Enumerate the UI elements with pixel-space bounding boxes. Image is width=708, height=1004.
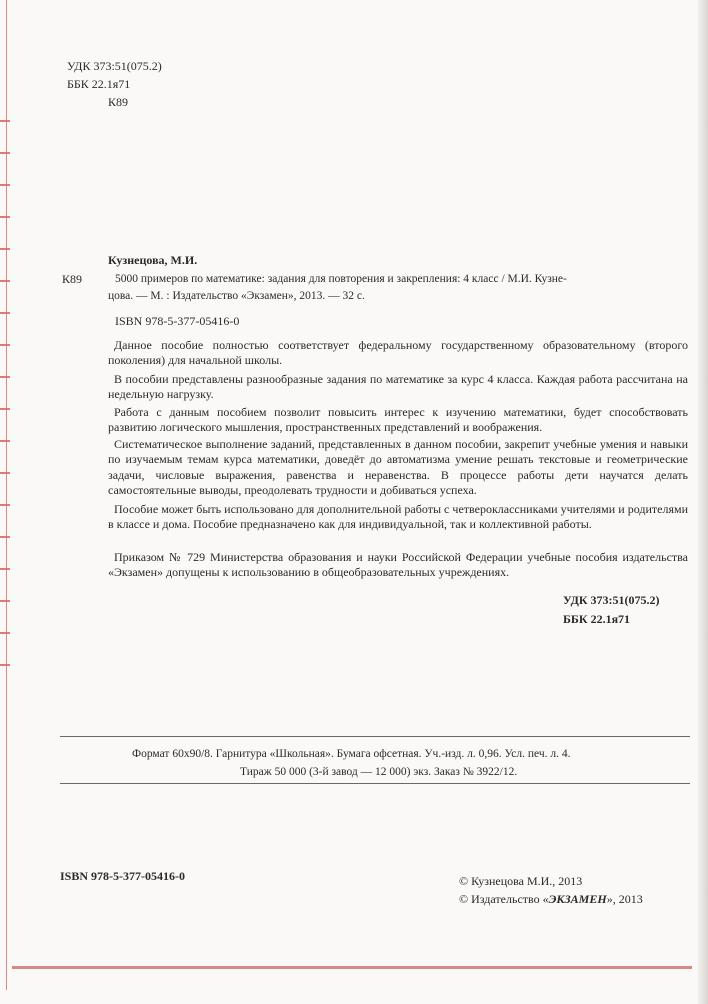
annotation-paragraph: Систематическое выполнение заданий, представленных в данном пособии, закрепит учебные умения и навыки по изучаемым темам курса математики, доведёт до автоматизма умение решать текстовые и геометрические задачи, числовые выражения, равенства и неравенства. В процессе работы дети научатся делать самостоятельные выводы, преодолевать трудности и добиваться успеха.: [108, 437, 688, 498]
catalog-line-1: 5000 примеров по математике: задания для повторения и закрепления: 4 класс / М.И. Кузне-: [115, 273, 567, 285]
annotation-paragraph: Работа с данным пособием позволит повысить интерес к изучению математики, будет способствовать развитию логического мышления, пространственных представлений и воображения.: [108, 405, 688, 435]
catalog-line-2: цова. — М. : Издательство «Экзамен», 2013. — 32 с.: [108, 290, 365, 302]
bottom-udk: УДК 373:51(075.2): [563, 593, 660, 607]
annotation-paragraph: Приказом № 729 Министерства образования и науки Российской Федерации учебные пособия издательства «Экзамен» допущены к использованию в общеобразовательных учреждениях.: [108, 550, 688, 580]
copyright-publisher: [459, 891, 643, 907]
left-margin-marks: [0, 120, 12, 720]
top-udk: УДК 373:51(075.2): [67, 59, 162, 73]
catalog-isbn: ISBN 978-5-377-05416-0: [115, 314, 240, 328]
imprint-line-2: Тираж 50 000 (3-й завод — 12 000) экз. Заказ № 3922/12.: [240, 766, 518, 778]
copyright-publisher-prefix: © Издательство «: [459, 892, 549, 906]
bottom-bbk: ББК 22.1я71: [563, 612, 631, 626]
imprint-top-rule: [60, 736, 690, 737]
copyright-author: © Кузнецова М.И., 2013: [459, 874, 583, 888]
page-edge-shadow: [698, 0, 708, 1004]
bottom-margin-line: [12, 966, 692, 969]
publisher-brand: ЭКЗАМЕН: [548, 892, 607, 906]
copyright-publisher-suffix: », 2013: [606, 892, 643, 906]
top-bbk: ББК 22.1я71: [67, 77, 131, 91]
author-name: Кузнецова, М.И.: [108, 253, 198, 267]
footer-isbn: ISBN 978-5-377-05416-0: [60, 869, 185, 883]
annotation-paragraph: В пособии представлены разнообразные задания по математике за курс 4 класса. Каждая работа рассчитана на недельную нагрузку.: [108, 372, 688, 402]
top-author-mark: К89: [108, 95, 129, 109]
imprint-bottom-rule: [60, 783, 690, 784]
annotation-paragraph: Пособие может быть использовано для дополнительной работы с четвероклассниками учителями и родителями в классе и дома. Пособие предназначено как для индивидуальной, так и коллективной работы.: [108, 502, 688, 532]
catalog-code: К89: [62, 272, 83, 286]
imprint-line-1: Формат 60x90/8. Гарнитура «Школьная». Бумага офсетная. Уч.-изд. л. 0,96. Усл. печ. л. 4.: [132, 748, 571, 760]
annotation-paragraph: Данное пособие полностью соответствует федеральному государственному образовательному (второго поколения) для начальной школы.: [108, 338, 688, 368]
